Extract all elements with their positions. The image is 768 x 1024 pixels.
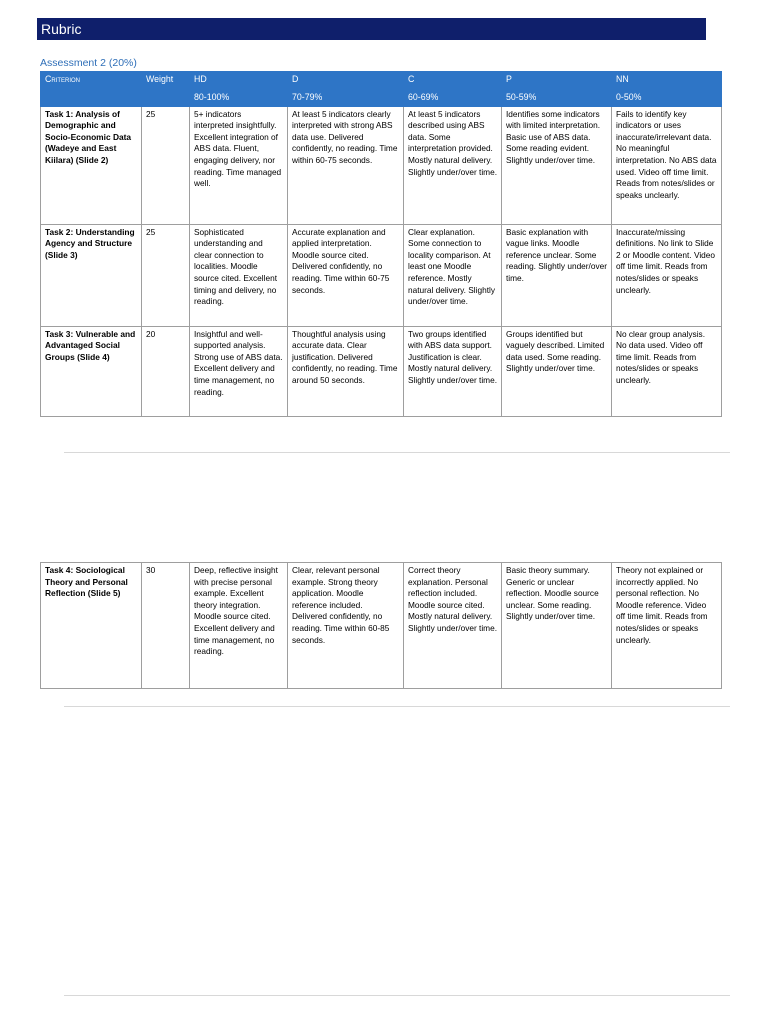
table-row [41,106,722,224]
table-row [41,563,722,689]
criterion-cell: Task 2: Understanding Agency and Structure (Slide 3) [41,224,142,326]
rubric-banner [37,18,706,40]
c-cell: Clear explanation. Some connection to locality comparison. At least one Moodle reference. Mostly natural delivery. Slightly under/over time. [404,224,502,326]
weight-cell: 25 [142,224,190,326]
hd-cell: Sophisticated understanding and clear connection to localities. Moodle source cited. Excellent timing and delivery, no reading. [190,224,288,326]
nn-cell: Theory not explained or incorrectly applied. No personal reflection. No Moodle reference. Video off time limit. Reads from notes/slides or speaks unclearly. [612,563,722,689]
d-cell: Clear, relevant personal example. Strong theory application. Moodle reference included. Delivered confidently, no reading. Time within 60-85 seconds. [288,563,404,689]
table-row [41,326,722,416]
d-cell: Accurate explanation and applied interpretation. Moodle source cited. Delivered confidently, no reading. Time within 60-75 seconds. [288,224,404,326]
p-cell: Basic explanation with vague links. Moodle reference unclear. Some reading. Slightly under/over time. [502,224,612,326]
weight-header: Weight [142,72,190,107]
nn-cell: Inaccurate/missing definitions. No link to Slide 2 or Moodle content. Video off time limit. Reads from notes/slides or speaks unclearly. [612,224,722,326]
c-cell: Two groups identified with ABS data support. Justification is clear. Mostly natural delivery. Slightly under/over time. [404,326,502,416]
p-cell: Groups identified but vaguely described. Limited data used. Some reading. Slightly under/over time. [502,326,612,416]
weight-cell: 30 [142,563,190,689]
weight-cell: 25 [142,106,190,224]
hd-cell: 5+ indicators interpreted insightfully. Excellent integration of ABS data. Fluent, engaging delivery, nor reading. Time managed well. [190,106,288,224]
criterion-header: Criterion [41,72,142,107]
d-header: D 70-79% [288,72,404,107]
banner-title: Rubric [41,21,82,37]
p-header: P 50-59% [502,72,612,107]
rubric-table [40,71,722,417]
criterion-cell: Task 4: Sociological Theory and Personal Reflection (Slide 5) [41,563,142,689]
c-cell: Correct theory explanation. Personal reflection included. Moodle source cited. Mostly natural delivery. Slightly under/over time. [404,563,502,689]
c-header: C 60-69% [404,72,502,107]
page-divider [64,995,730,996]
d-cell: Thoughtful analysis using accurate data. Clear justification. Delivered confidently, no reading. Time around 50 seconds. [288,326,404,416]
table-row [41,224,722,326]
p-cell: Basic theory summary. Generic or unclear reflection. Moodle source unclear. Some reading. Slightly under/over time. [502,563,612,689]
rubric-table-continued [40,562,722,689]
d-cell: At least 5 indicators clearly interpreted with strong ABS data use. Delivered confidently, no reading. Time within 60-75 seconds. [288,106,404,224]
nn-header: NN 0-50% [612,72,722,107]
hd-cell: Insightful and well-supported analysis. Strong use of ABS data. Excellent delivery and time management, no reading. [190,326,288,416]
criterion-cell: Task 1: Analysis of Demographic and Socio-Economic Data (Wadeye and East Kiilara) (Slide 2) [41,106,142,224]
page-divider [64,706,730,707]
p-cell: Identifies some indicators with limited interpretation. Basic use of ABS data. Some reading evident. Slightly under/over time. [502,106,612,224]
assessment-subtitle: Assessment 2 (20%) [40,57,137,69]
weight-cell: 20 [142,326,190,416]
hd-cell: Deep, reflective insight with precise personal example. Excellent theory integration. Moodle source cited. Excellent delivery and time management, no reading. [190,563,288,689]
header-row [41,72,722,107]
page-divider [64,452,730,453]
c-cell: At least 5 indicators described using ABS data. Some interpretation provided. Mostly natural delivery. Slightly under/over time. [404,106,502,224]
criterion-cell: Task 3: Vulnerable and Advantaged Social Groups (Slide 4) [41,326,142,416]
nn-cell: No clear group analysis. No data used. Video off time limit. Reads from notes/slides or speaks unclearly. [612,326,722,416]
nn-cell: Fails to identify key indicators or uses inaccurate/irrelevant data. No meaningful interpretation. No ABS data used. Video off time limit. Reads from notes/slides or speaks unclearly. [612,106,722,224]
hd-header: HD 80-100% [190,72,288,107]
